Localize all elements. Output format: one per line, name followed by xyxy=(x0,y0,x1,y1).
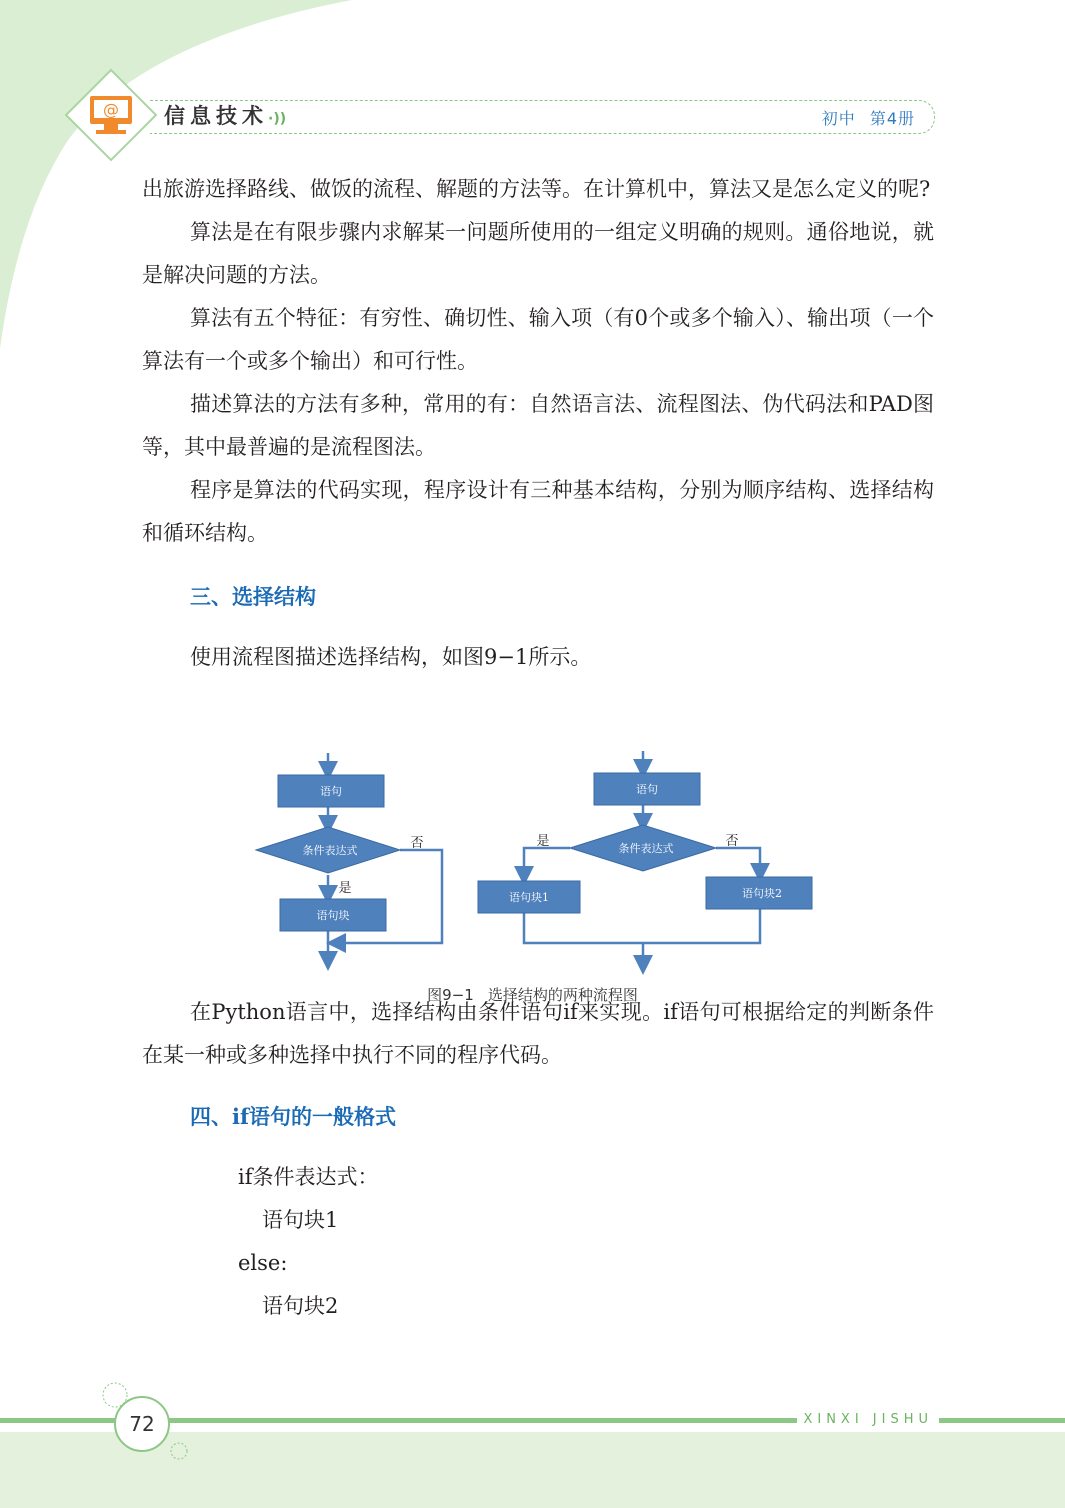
branch-label: 否 xyxy=(410,836,424,851)
flow-arrow xyxy=(716,848,760,873)
code-line: 语句块2 xyxy=(262,1294,339,1318)
branch-label: 是 xyxy=(536,834,550,849)
caption-number: 图9−1 xyxy=(427,986,474,1004)
grade-label xyxy=(822,106,915,129)
paragraph: 算法有五个特征：有穷性、确切性、输入项（有0个或多个输入）、输出项（一个算法有一个或多个输出）和可行性。 xyxy=(142,306,934,373)
code-line: else: xyxy=(238,1251,288,1275)
computer-logo-icon xyxy=(64,68,158,162)
paragraph: 算法是在有限步骤内求解某一问题所使用的一组定义明确的规则。通俗地说，就是解决问题的方法。 xyxy=(142,220,934,287)
flow-label: 语句块 xyxy=(316,909,350,922)
svg-text:@: @ xyxy=(103,100,119,119)
flow-line xyxy=(524,909,760,943)
code-block xyxy=(142,1156,934,1328)
paragraph: 出旅游选择路线、做饭的流程、解题的方法等。在计算机中，算法又是怎么定义的呢? xyxy=(142,177,931,201)
page-header xyxy=(0,0,1065,170)
paragraph: 使用流程图描述选择结构，如图9−1所示。 xyxy=(190,645,592,669)
code-line: 语句块1 xyxy=(262,1208,339,1232)
flow-label: 语句块2 xyxy=(742,887,782,900)
caption-text: 选择结构的两种流程图 xyxy=(487,986,638,1004)
figure-caption xyxy=(0,984,1065,1005)
dotted-circle-decoration xyxy=(168,1440,190,1462)
flowchart-figure xyxy=(250,745,820,975)
paragraph: 在Python语言中，选择结构由条件语句if来实现。if语句可根据给定的判断条件在某一种或多种选择中执行不同的程序代码。 xyxy=(142,1000,934,1067)
branch-label: 是 xyxy=(338,881,352,896)
page-number: 72 xyxy=(114,1396,170,1452)
flow-label: 语句块1 xyxy=(509,891,549,904)
volume-label: 第4册 xyxy=(869,109,915,128)
flow-label: 条件表达式 xyxy=(302,844,358,857)
section-heading: 四、if语句的一般格式 xyxy=(190,1104,397,1129)
branch-label: 否 xyxy=(725,834,739,849)
code-line: if条件表达式： xyxy=(238,1165,379,1189)
paragraph: 程序是算法的代码实现，程序设计有三种基本结构，分别为顺序结构、选择结构和循环结构。 xyxy=(142,478,934,545)
paragraph: 描述算法的方法有多种，常用的有：自然语言法、流程图法、伪代码法和PAD图等，其中最普遍的是流程图法。 xyxy=(142,392,934,459)
flow-label: 语句 xyxy=(636,783,658,796)
flow-label: 语句 xyxy=(320,785,342,798)
flow-arrow xyxy=(524,848,570,876)
sound-wave-icon: ·)) xyxy=(268,111,287,127)
footer-pinyin: XINXI JISHU xyxy=(797,1412,939,1427)
section-heading: 三、选择结构 xyxy=(190,584,316,609)
flow-label: 条件表达式 xyxy=(618,842,674,855)
subject-title: 信息技术·)) xyxy=(164,104,287,128)
grade-level: 初中 xyxy=(821,109,856,128)
